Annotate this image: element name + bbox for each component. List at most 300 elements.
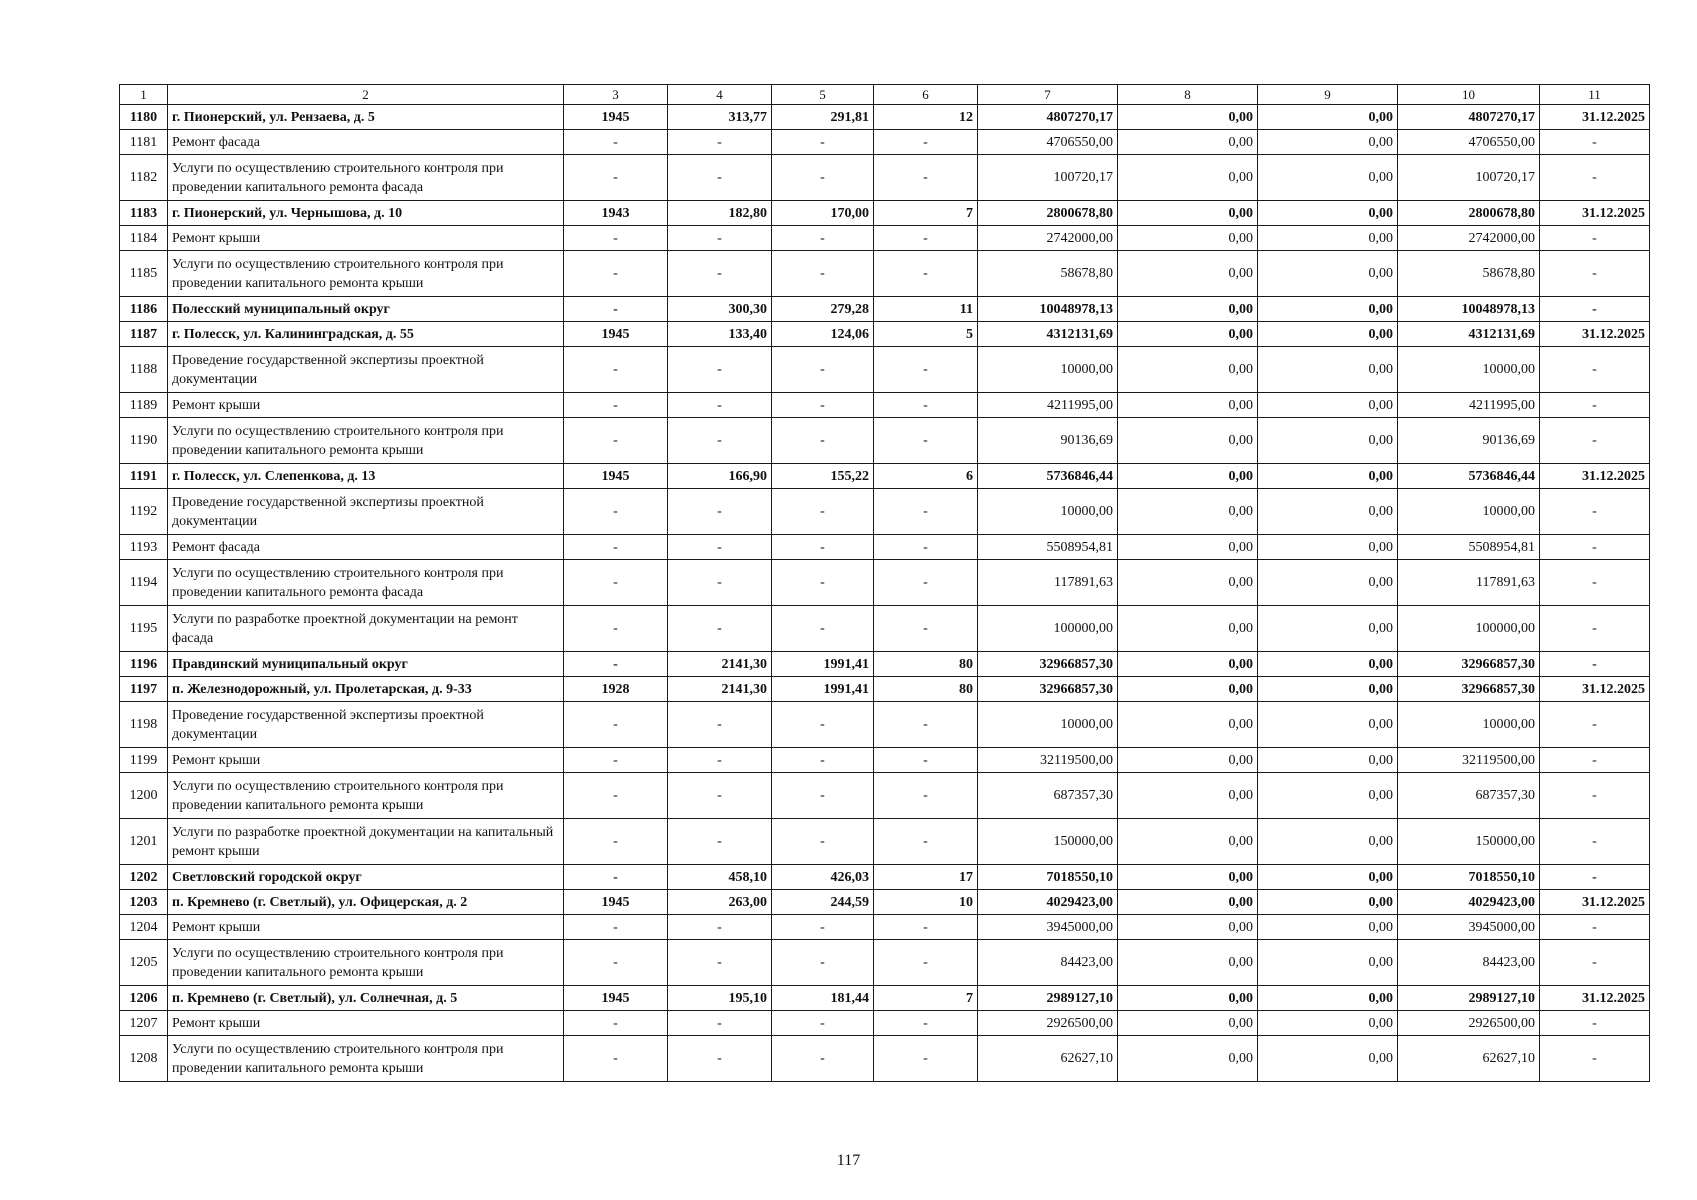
total-cost-cell: 84423,00 [978, 940, 1118, 986]
owners-cost-cell: 7018550,10 [1398, 865, 1540, 890]
residents-cell: 80 [874, 652, 978, 677]
owners-cost-cell: 2989127,10 [1398, 986, 1540, 1011]
owners-cost-cell: 10000,00 [1398, 347, 1540, 393]
fund-cost-cell: 0,00 [1118, 155, 1258, 201]
residents-cell: 11 [874, 297, 978, 322]
year-cell: - [564, 652, 668, 677]
fund-cost-cell: 0,00 [1118, 652, 1258, 677]
area-cell: - [668, 819, 772, 865]
table-row [120, 251, 1650, 297]
year-cell: - [564, 1011, 668, 1036]
area-cell: - [668, 915, 772, 940]
budget-cost-cell: 0,00 [1258, 201, 1398, 226]
row-number: 1200 [120, 773, 168, 819]
owners-cost-cell: 100000,00 [1398, 606, 1540, 652]
residents-cell: - [874, 418, 978, 464]
residents-cell: - [874, 606, 978, 652]
table-row [120, 560, 1650, 606]
year-cell: - [564, 606, 668, 652]
table-row [120, 226, 1650, 251]
completion-date-cell: - [1540, 606, 1650, 652]
completion-date-cell: - [1540, 251, 1650, 297]
residents-cell: - [874, 130, 978, 155]
fund-cost-cell: 0,00 [1118, 865, 1258, 890]
owners-cost-cell: 687357,30 [1398, 773, 1540, 819]
area-cell: 263,00 [668, 890, 772, 915]
row-number: 1190 [120, 418, 168, 464]
budget-cost-cell: 0,00 [1258, 535, 1398, 560]
owners-cost-cell: 117891,63 [1398, 560, 1540, 606]
fund-cost-cell: 0,00 [1118, 1011, 1258, 1036]
residents-cell: - [874, 1011, 978, 1036]
fund-cost-cell: 0,00 [1118, 986, 1258, 1011]
area-cell: - [668, 393, 772, 418]
item-description: Правдинский муниципальный округ [168, 652, 564, 677]
area-cell: - [668, 773, 772, 819]
living-area-cell: - [772, 915, 874, 940]
total-cost-cell: 2989127,10 [978, 986, 1118, 1011]
total-cost-cell: 90136,69 [978, 418, 1118, 464]
row-number: 1207 [120, 1011, 168, 1036]
row-number: 1197 [120, 677, 168, 702]
living-area-cell: 181,44 [772, 986, 874, 1011]
fund-cost-cell: 0,00 [1118, 940, 1258, 986]
budget-cost-cell: 0,00 [1258, 226, 1398, 251]
completion-date-cell: - [1540, 130, 1650, 155]
living-area-cell: - [772, 748, 874, 773]
owners-cost-cell: 58678,80 [1398, 251, 1540, 297]
living-area-cell: - [772, 560, 874, 606]
table-row [120, 677, 1650, 702]
year-cell: 1928 [564, 677, 668, 702]
table-row [120, 201, 1650, 226]
row-number: 1185 [120, 251, 168, 297]
budget-cost-cell: 0,00 [1258, 1011, 1398, 1036]
living-area-cell: - [772, 773, 874, 819]
budget-cost-cell: 0,00 [1258, 652, 1398, 677]
living-area-cell: - [772, 535, 874, 560]
living-area-cell: - [772, 819, 874, 865]
living-area-cell: - [772, 940, 874, 986]
column-header: 7 [978, 85, 1118, 105]
column-header: 2 [168, 85, 564, 105]
owners-cost-cell: 100720,17 [1398, 155, 1540, 201]
item-description: Услуги по осуществлению строительного контроля при проведении капитального ремонта крыши [168, 418, 564, 464]
total-cost-cell: 2800678,80 [978, 201, 1118, 226]
owners-cost-cell: 3945000,00 [1398, 915, 1540, 940]
item-description: Услуги по осуществлению строительного контроля при проведении капитального ремонта крыши [168, 1036, 564, 1082]
total-cost-cell: 4706550,00 [978, 130, 1118, 155]
living-area-cell: 170,00 [772, 201, 874, 226]
fund-cost-cell: 0,00 [1118, 748, 1258, 773]
completion-date-cell: 31.12.2025 [1540, 105, 1650, 130]
fund-cost-cell: 0,00 [1118, 535, 1258, 560]
total-cost-cell: 10000,00 [978, 489, 1118, 535]
year-cell: - [564, 560, 668, 606]
area-cell: 313,77 [668, 105, 772, 130]
fund-cost-cell: 0,00 [1118, 251, 1258, 297]
completion-date-cell: - [1540, 1036, 1650, 1082]
row-number: 1202 [120, 865, 168, 890]
column-header: 8 [1118, 85, 1258, 105]
area-cell: - [668, 940, 772, 986]
total-cost-cell: 32119500,00 [978, 748, 1118, 773]
total-cost-cell: 62627,10 [978, 1036, 1118, 1082]
row-number: 1180 [120, 105, 168, 130]
living-area-cell: - [772, 606, 874, 652]
living-area-cell: 291,81 [772, 105, 874, 130]
item-description: Светловский городской округ [168, 865, 564, 890]
area-cell: 195,10 [668, 986, 772, 1011]
residents-cell: 6 [874, 464, 978, 489]
item-description: Ремонт фасада [168, 535, 564, 560]
owners-cost-cell: 32966857,30 [1398, 677, 1540, 702]
budget-cost-cell: 0,00 [1258, 819, 1398, 865]
table-row [120, 702, 1650, 748]
completion-date-cell: - [1540, 702, 1650, 748]
owners-cost-cell: 5508954,81 [1398, 535, 1540, 560]
budget-cost-cell: 0,00 [1258, 773, 1398, 819]
owners-cost-cell: 10000,00 [1398, 702, 1540, 748]
item-description: Проведение государственной экспертизы проектной документации [168, 489, 564, 535]
area-cell: - [668, 606, 772, 652]
completion-date-cell: - [1540, 865, 1650, 890]
owners-cost-cell: 4312131,69 [1398, 322, 1540, 347]
completion-date-cell: 31.12.2025 [1540, 201, 1650, 226]
completion-date-cell: 31.12.2025 [1540, 986, 1650, 1011]
table-row [120, 418, 1650, 464]
table-row [120, 155, 1650, 201]
year-cell: - [564, 347, 668, 393]
budget-cost-cell: 0,00 [1258, 702, 1398, 748]
fund-cost-cell: 0,00 [1118, 347, 1258, 393]
item-description: Проведение государственной экспертизы проектной документации [168, 702, 564, 748]
fund-cost-cell: 0,00 [1118, 105, 1258, 130]
table-row [120, 940, 1650, 986]
row-number: 1198 [120, 702, 168, 748]
living-area-cell: - [772, 347, 874, 393]
year-cell: - [564, 535, 668, 560]
living-area-cell: - [772, 130, 874, 155]
owners-cost-cell: 4706550,00 [1398, 130, 1540, 155]
fund-cost-cell: 0,00 [1118, 393, 1258, 418]
owners-cost-cell: 2926500,00 [1398, 1011, 1540, 1036]
completion-date-cell: - [1540, 560, 1650, 606]
residents-cell: 80 [874, 677, 978, 702]
item-description: Ремонт фасада [168, 130, 564, 155]
row-number: 1187 [120, 322, 168, 347]
item-description: Услуги по разработке проектной документации на ремонт фасада [168, 606, 564, 652]
item-description: п. Кремнево (г. Светлый), ул. Офицерская, д. 2 [168, 890, 564, 915]
item-description: п. Кремнево (г. Светлый), ул. Солнечная, д. 5 [168, 986, 564, 1011]
completion-date-cell: - [1540, 226, 1650, 251]
completion-date-cell: - [1540, 1011, 1650, 1036]
total-cost-cell: 10048978,13 [978, 297, 1118, 322]
area-cell: - [668, 226, 772, 251]
total-cost-cell: 100720,17 [978, 155, 1118, 201]
budget-cost-cell: 0,00 [1258, 130, 1398, 155]
item-description: п. Железнодорожный, ул. Пролетарская, д. 9-33 [168, 677, 564, 702]
fund-cost-cell: 0,00 [1118, 773, 1258, 819]
area-cell: - [668, 418, 772, 464]
completion-date-cell: - [1540, 155, 1650, 201]
budget-cost-cell: 0,00 [1258, 155, 1398, 201]
budget-cost-cell: 0,00 [1258, 418, 1398, 464]
row-number: 1204 [120, 915, 168, 940]
completion-date-cell: - [1540, 940, 1650, 986]
fund-cost-cell: 0,00 [1118, 489, 1258, 535]
budget-cost-cell: 0,00 [1258, 105, 1398, 130]
table-row [120, 606, 1650, 652]
column-number-header-row [120, 85, 1650, 105]
table-row [120, 489, 1650, 535]
area-cell: - [668, 130, 772, 155]
completion-date-cell: - [1540, 418, 1650, 464]
living-area-cell: - [772, 1011, 874, 1036]
row-number: 1205 [120, 940, 168, 986]
owners-cost-cell: 150000,00 [1398, 819, 1540, 865]
completion-date-cell: - [1540, 915, 1650, 940]
completion-date-cell: - [1540, 393, 1650, 418]
table-row [120, 915, 1650, 940]
year-cell: - [564, 702, 668, 748]
fund-cost-cell: 0,00 [1118, 130, 1258, 155]
living-area-cell: - [772, 155, 874, 201]
table-row [120, 748, 1650, 773]
total-cost-cell: 3945000,00 [978, 915, 1118, 940]
row-number: 1188 [120, 347, 168, 393]
owners-cost-cell: 10048978,13 [1398, 297, 1540, 322]
row-number: 1195 [120, 606, 168, 652]
fund-cost-cell: 0,00 [1118, 890, 1258, 915]
item-description: Ремонт крыши [168, 1011, 564, 1036]
table-row [120, 297, 1650, 322]
total-cost-cell: 2742000,00 [978, 226, 1118, 251]
area-cell: 2141,30 [668, 652, 772, 677]
fund-cost-cell: 0,00 [1118, 606, 1258, 652]
completion-date-cell: - [1540, 748, 1650, 773]
budget-cost-cell: 0,00 [1258, 890, 1398, 915]
year-cell: - [564, 940, 668, 986]
living-area-cell: 426,03 [772, 865, 874, 890]
capital-repair-table [119, 84, 1650, 1082]
residents-cell: - [874, 940, 978, 986]
residents-cell: - [874, 819, 978, 865]
total-cost-cell: 7018550,10 [978, 865, 1118, 890]
row-number: 1186 [120, 297, 168, 322]
fund-cost-cell: 0,00 [1118, 915, 1258, 940]
item-description: г. Полесск, ул. Калининградская, д. 55 [168, 322, 564, 347]
residents-cell: - [874, 347, 978, 393]
area-cell: - [668, 1011, 772, 1036]
year-cell: - [564, 489, 668, 535]
living-area-cell: - [772, 393, 874, 418]
budget-cost-cell: 0,00 [1258, 865, 1398, 890]
table-row [120, 652, 1650, 677]
item-description: Услуги по осуществлению строительного контроля при проведении капитального ремонта крыши [168, 940, 564, 986]
owners-cost-cell: 4807270,17 [1398, 105, 1540, 130]
living-area-cell: - [772, 1036, 874, 1082]
completion-date-cell: - [1540, 535, 1650, 560]
budget-cost-cell: 0,00 [1258, 251, 1398, 297]
budget-cost-cell: 0,00 [1258, 322, 1398, 347]
item-description: Услуги по осуществлению строительного контроля при проведении капитального ремонта фасада [168, 155, 564, 201]
owners-cost-cell: 10000,00 [1398, 489, 1540, 535]
completion-date-cell: - [1540, 819, 1650, 865]
residents-cell: 12 [874, 105, 978, 130]
residents-cell: - [874, 535, 978, 560]
column-header: 9 [1258, 85, 1398, 105]
column-header: 10 [1398, 85, 1540, 105]
area-cell: - [668, 702, 772, 748]
year-cell: - [564, 1036, 668, 1082]
table-row [120, 986, 1650, 1011]
table-row [120, 464, 1650, 489]
row-number: 1196 [120, 652, 168, 677]
year-cell: - [564, 297, 668, 322]
year-cell: 1943 [564, 201, 668, 226]
table-row [120, 535, 1650, 560]
table-row [120, 890, 1650, 915]
owners-cost-cell: 4029423,00 [1398, 890, 1540, 915]
area-cell: 458,10 [668, 865, 772, 890]
residents-cell: - [874, 748, 978, 773]
fund-cost-cell: 0,00 [1118, 297, 1258, 322]
owners-cost-cell: 32119500,00 [1398, 748, 1540, 773]
budget-cost-cell: 0,00 [1258, 560, 1398, 606]
item-description: Ремонт крыши [168, 748, 564, 773]
row-number: 1183 [120, 201, 168, 226]
item-description: г. Пионерский, ул. Рензаева, д. 5 [168, 105, 564, 130]
year-cell: 1945 [564, 322, 668, 347]
budget-cost-cell: 0,00 [1258, 297, 1398, 322]
residents-cell: - [874, 560, 978, 606]
item-description: Проведение государственной экспертизы проектной документации [168, 347, 564, 393]
residents-cell: - [874, 1036, 978, 1082]
area-cell: 300,30 [668, 297, 772, 322]
row-number: 1181 [120, 130, 168, 155]
year-cell: - [564, 130, 668, 155]
row-number: 1194 [120, 560, 168, 606]
fund-cost-cell: 0,00 [1118, 226, 1258, 251]
owners-cost-cell: 90136,69 [1398, 418, 1540, 464]
year-cell: - [564, 865, 668, 890]
year-cell: 1945 [564, 464, 668, 489]
table-body [120, 85, 1650, 1082]
year-cell: - [564, 418, 668, 464]
fund-cost-cell: 0,00 [1118, 1036, 1258, 1082]
residents-cell: - [874, 915, 978, 940]
living-area-cell: 244,59 [772, 890, 874, 915]
budget-cost-cell: 0,00 [1258, 347, 1398, 393]
year-cell: - [564, 393, 668, 418]
owners-cost-cell: 5736846,44 [1398, 464, 1540, 489]
table-row [120, 1036, 1650, 1082]
row-number: 1182 [120, 155, 168, 201]
completion-date-cell: 31.12.2025 [1540, 677, 1650, 702]
residents-cell: - [874, 251, 978, 297]
living-area-cell: - [772, 489, 874, 535]
budget-cost-cell: 0,00 [1258, 677, 1398, 702]
table-row [120, 773, 1650, 819]
row-number: 1189 [120, 393, 168, 418]
year-cell: - [564, 915, 668, 940]
page-number: 117 [836, 1152, 861, 1169]
owners-cost-cell: 62627,10 [1398, 1036, 1540, 1082]
total-cost-cell: 117891,63 [978, 560, 1118, 606]
column-header: 11 [1540, 85, 1650, 105]
living-area-cell: - [772, 702, 874, 748]
year-cell: 1945 [564, 890, 668, 915]
total-cost-cell: 58678,80 [978, 251, 1118, 297]
fund-cost-cell: 0,00 [1118, 201, 1258, 226]
year-cell: - [564, 155, 668, 201]
living-area-cell: 279,28 [772, 297, 874, 322]
fund-cost-cell: 0,00 [1118, 560, 1258, 606]
total-cost-cell: 32966857,30 [978, 652, 1118, 677]
residents-cell: 10 [874, 890, 978, 915]
living-area-cell: - [772, 418, 874, 464]
budget-cost-cell: 0,00 [1258, 464, 1398, 489]
budget-cost-cell: 0,00 [1258, 489, 1398, 535]
area-cell: 166,90 [668, 464, 772, 489]
area-cell: 133,40 [668, 322, 772, 347]
fund-cost-cell: 0,00 [1118, 702, 1258, 748]
living-area-cell: - [772, 251, 874, 297]
completion-date-cell: 31.12.2025 [1540, 322, 1650, 347]
total-cost-cell: 150000,00 [978, 819, 1118, 865]
row-number: 1206 [120, 986, 168, 1011]
owners-cost-cell: 4211995,00 [1398, 393, 1540, 418]
item-description: Услуги по разработке проектной документации на капитальный ремонт крыши [168, 819, 564, 865]
total-cost-cell: 100000,00 [978, 606, 1118, 652]
living-area-cell: - [772, 226, 874, 251]
table-row [120, 322, 1650, 347]
year-cell: - [564, 748, 668, 773]
area-cell: - [668, 155, 772, 201]
table-row [120, 105, 1650, 130]
total-cost-cell: 687357,30 [978, 773, 1118, 819]
item-description: Услуги по осуществлению строительного контроля при проведении капитального ремонта фасада [168, 560, 564, 606]
table-row [120, 819, 1650, 865]
fund-cost-cell: 0,00 [1118, 322, 1258, 347]
area-cell: - [668, 535, 772, 560]
item-description: г. Полесск, ул. Слепенкова, д. 13 [168, 464, 564, 489]
residents-cell: 7 [874, 986, 978, 1011]
area-cell: - [668, 489, 772, 535]
item-description: Ремонт крыши [168, 393, 564, 418]
item-description: Услуги по осуществлению строительного контроля при проведении капитального ремонта крыши [168, 773, 564, 819]
area-cell: - [668, 347, 772, 393]
total-cost-cell: 2926500,00 [978, 1011, 1118, 1036]
fund-cost-cell: 0,00 [1118, 464, 1258, 489]
column-header: 4 [668, 85, 772, 105]
residents-cell: - [874, 489, 978, 535]
table-row [120, 865, 1650, 890]
item-description: Ремонт крыши [168, 915, 564, 940]
column-header: 3 [564, 85, 668, 105]
row-number: 1199 [120, 748, 168, 773]
year-cell: - [564, 226, 668, 251]
row-number: 1192 [120, 489, 168, 535]
total-cost-cell: 5508954,81 [978, 535, 1118, 560]
area-cell: 2141,30 [668, 677, 772, 702]
residents-cell: 7 [874, 201, 978, 226]
budget-cost-cell: 0,00 [1258, 915, 1398, 940]
residents-cell: 17 [874, 865, 978, 890]
column-header: 5 [772, 85, 874, 105]
table-row [120, 1011, 1650, 1036]
